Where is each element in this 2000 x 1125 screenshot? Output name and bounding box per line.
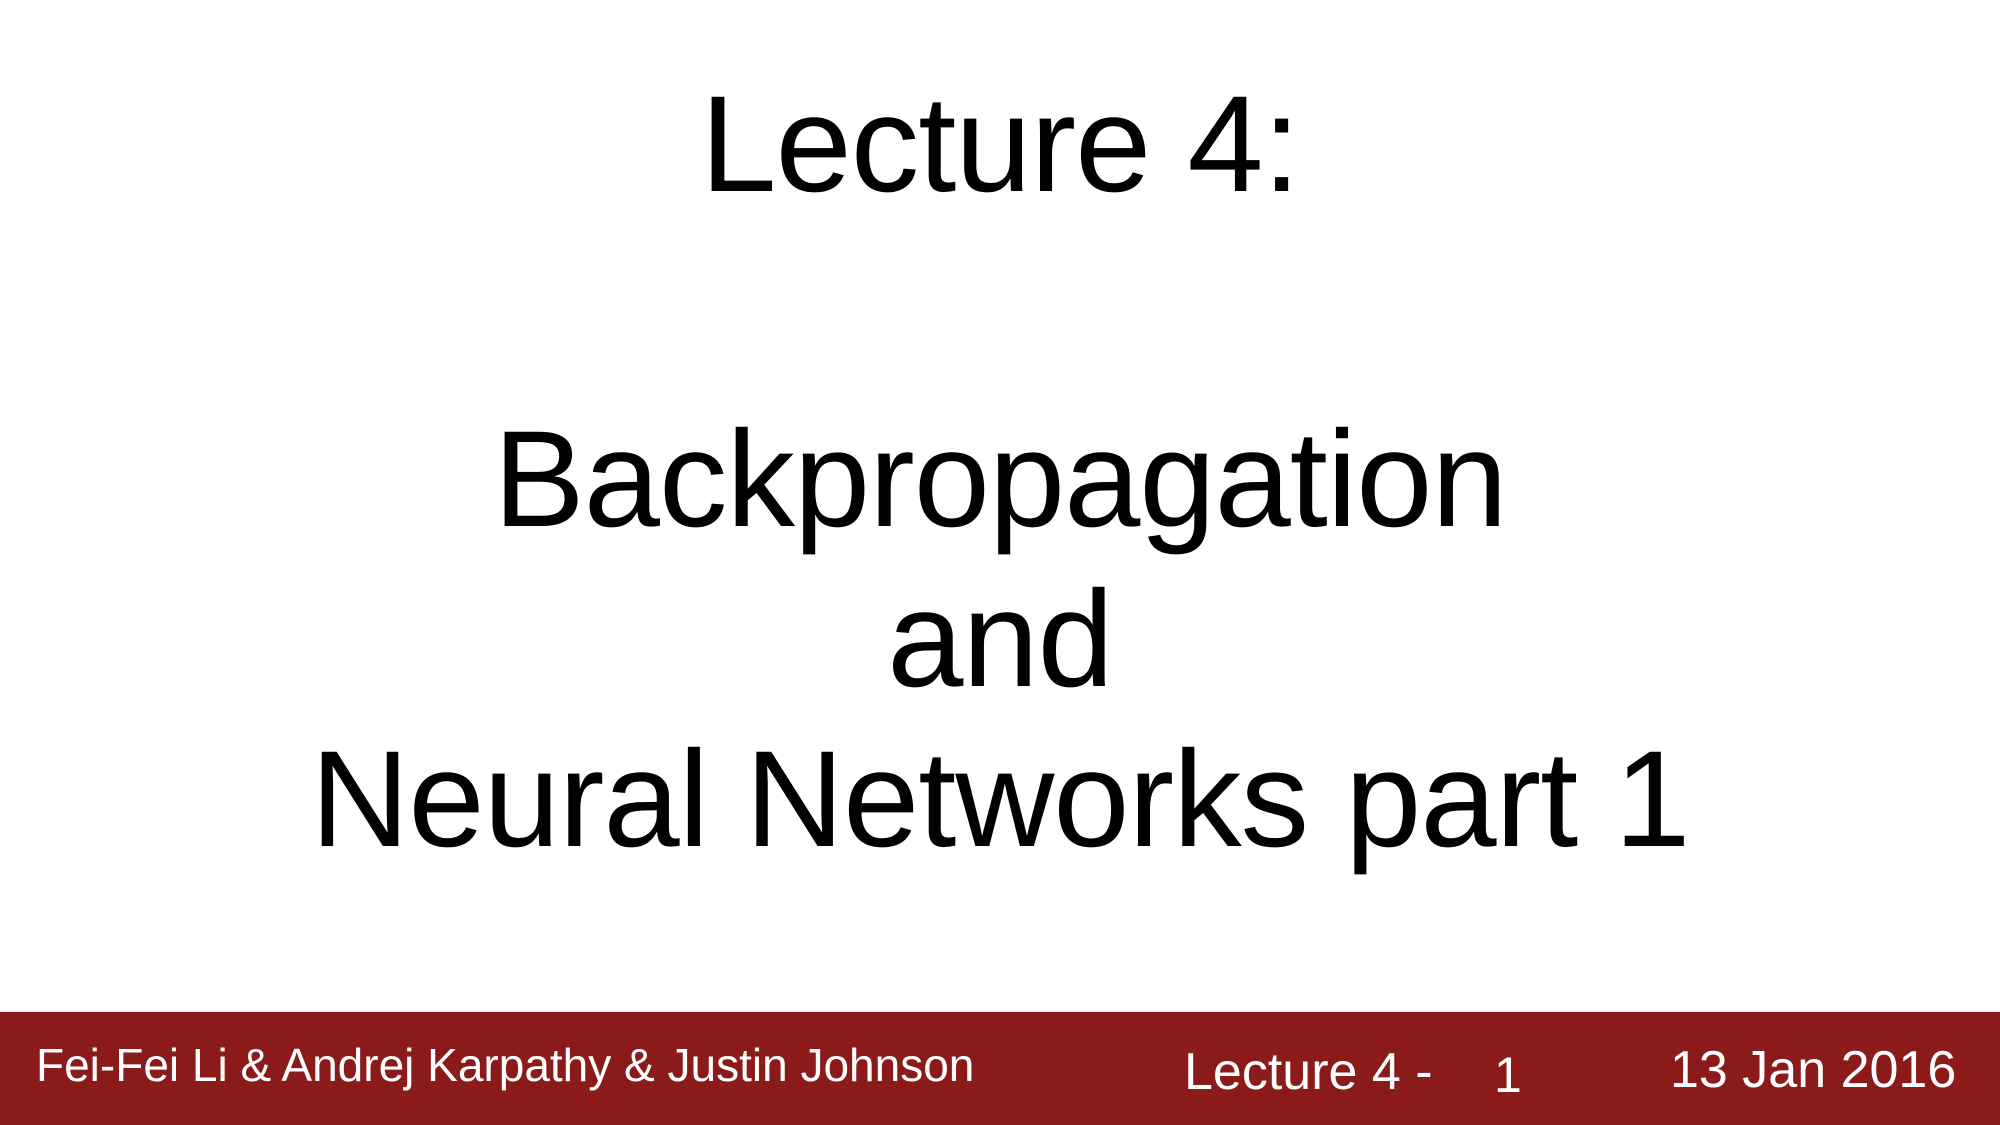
lecture-title: Lecture 4: [700,68,1300,221]
slide-footer [0,1012,2000,1125]
footer-page-number: 1 [1494,1047,1522,1103]
footer-authors: Fei-Fei Li & Andrej Karpathy & Justin Johnson [36,1039,975,1091]
slide-subtitle [0,400,2000,880]
subtitle-line-1: Backpropagation [493,403,1507,556]
footer-lecture-label: Lecture 4 - [1184,1043,1433,1101]
subtitle-line-2: and [887,563,1113,716]
footer-date: 13 Jan 2016 [1670,1041,1957,1099]
subtitle-line-3: Neural Networks part 1 [310,723,1690,876]
